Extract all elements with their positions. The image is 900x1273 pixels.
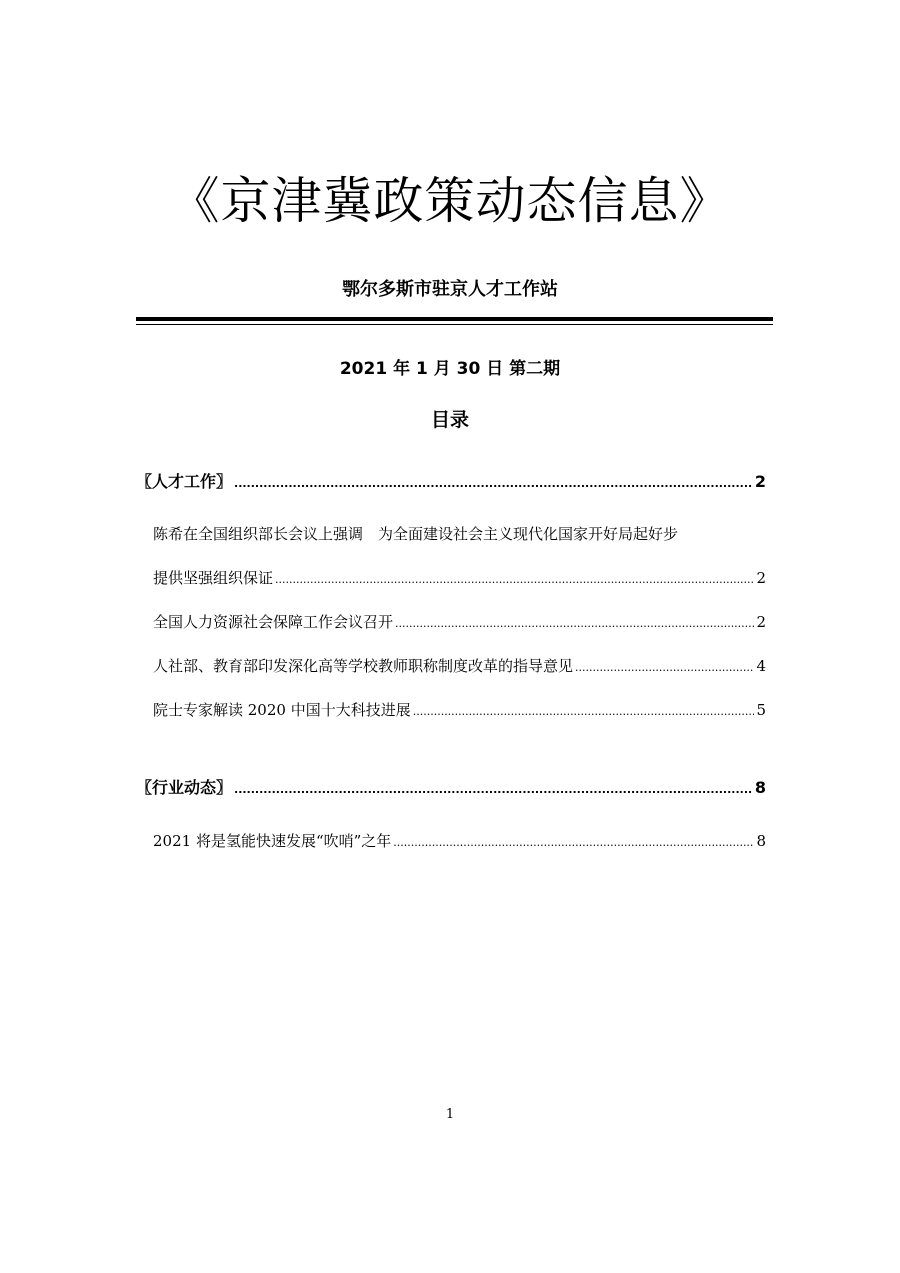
issue-date: 2021 年 1 月 30 日 第二期 xyxy=(339,359,561,379)
toc-entry-2[interactable] xyxy=(153,610,766,634)
toc-leader-dots xyxy=(575,656,754,680)
toc-section-talent[interactable] xyxy=(136,470,766,494)
toc-section-industry[interactable] xyxy=(136,776,766,800)
toc-page-number: 8 xyxy=(756,832,766,850)
toc-section-label: 〖人才工作〗 xyxy=(136,472,233,491)
toc-entry-4[interactable] xyxy=(153,698,766,722)
toc-entry-label: 人社部、教育部印发深化高等学校教师职称制度改革的指导意见 xyxy=(153,657,574,675)
header-divider-thin xyxy=(136,324,773,325)
toc-entry-label: 全国人力资源社会保障工作会议召开 xyxy=(153,613,394,631)
toc-page-number: 2 xyxy=(754,472,766,491)
toc-page-number: 5 xyxy=(756,701,766,719)
toc-entry-1-line1[interactable]: 陈希在全国组织部长会议上强调 为全面建设社会主义现代化国家开好局起好步 xyxy=(153,525,679,543)
toc-leader-dots xyxy=(234,472,753,496)
page-number: 1 xyxy=(445,1107,455,1122)
header-divider-thick xyxy=(136,317,773,321)
toc-entry-5[interactable] xyxy=(153,829,766,853)
toc-leader-dots xyxy=(395,612,754,636)
toc-entry-3[interactable] xyxy=(153,654,766,678)
toc-heading: 目录 xyxy=(430,409,469,431)
toc-leader-dots xyxy=(393,831,754,855)
toc-page-number: 4 xyxy=(756,657,766,675)
toc-entry-label: 院士专家解读 2020 中国十大科技进展 xyxy=(153,701,411,719)
toc-page-number: 2 xyxy=(756,613,766,631)
toc-section-label: 〖行业动态〗 xyxy=(136,778,233,797)
document-title: 《京津冀政策动态信息》 xyxy=(169,172,731,230)
toc-page-number: 2 xyxy=(756,569,766,587)
toc-leader-dots xyxy=(275,568,754,592)
toc-leader-dots xyxy=(413,700,755,724)
organization-name: 鄂尔多斯市驻京人才工作站 xyxy=(342,279,558,300)
toc-page-number: 8 xyxy=(754,778,766,797)
toc-entry-label: 2021 将是氢能快速发展“吹哨”之年 xyxy=(153,832,392,850)
toc-entry-label: 提供坚强组织保证 xyxy=(153,569,274,587)
toc-leader-dots xyxy=(234,778,753,802)
toc-entry-1-line2[interactable] xyxy=(153,566,766,590)
